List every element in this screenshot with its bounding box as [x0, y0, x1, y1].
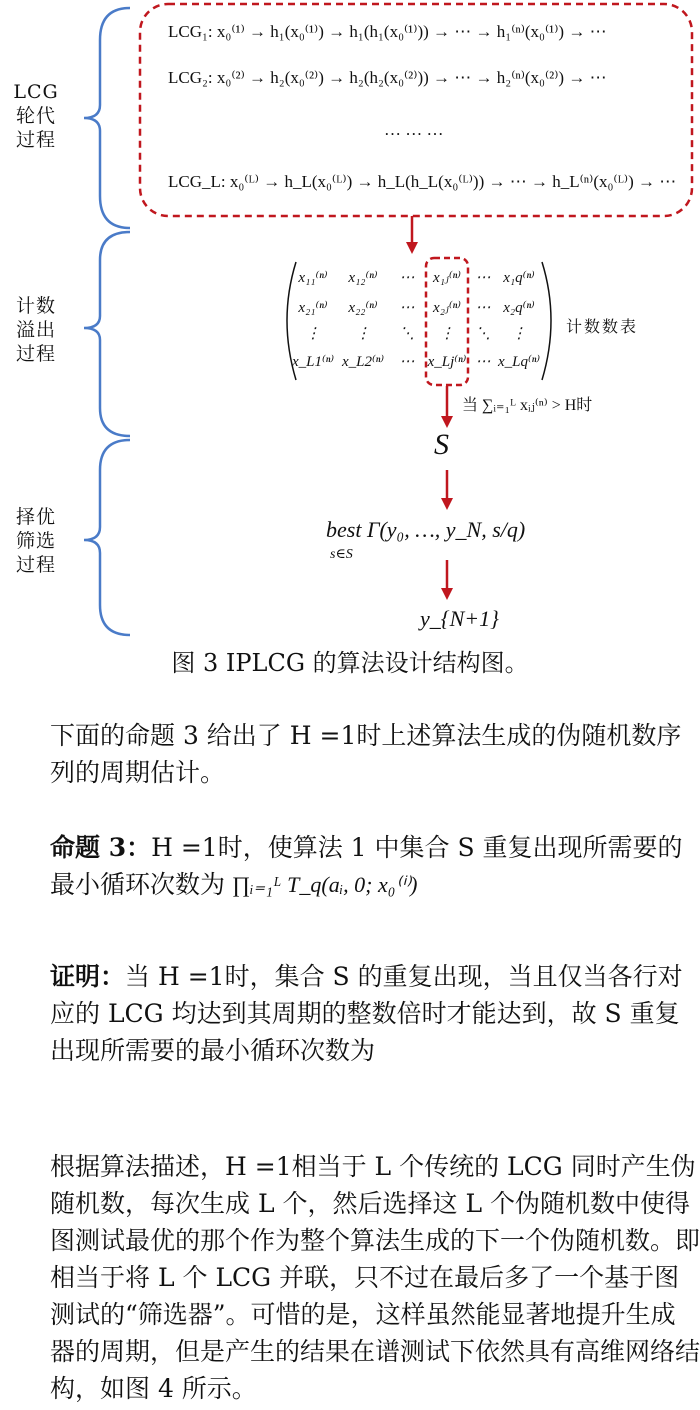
stage-label-line: 轮代 [15, 105, 56, 127]
matrix-cell: ⋮ [355, 326, 371, 342]
count-table-label: 计数数表 [566, 317, 639, 336]
lcg-row-1: LCG₁: x₀⁽¹⁾ → h₁(x₀⁽¹⁾) → h₁(h₁(x₀⁽¹⁾)) → ⋯ → h₁⁽ⁿ⁾(x₀⁽¹⁾) → ⋯ [168, 22, 607, 41]
matrix-cell: x₂ⱼ⁽ⁿ⁾ [433, 300, 461, 316]
brace-lcg [84, 8, 130, 228]
matrix-cell: ⋯ [475, 354, 491, 370]
matrix-cell: ⋯ [475, 270, 491, 286]
paragraph-2: 根据算法描述，H =1相当于 L 个传统的 LCG 同时产生伪随机数，每次生成 L 个，然后选择这 L 个伪随机数中使得图测试最优的那个作为整个算法生成的下一个伪随机数。即相当于将 L 个 LCG 并联，只不过在最后多了一个基于图测试的“筛选器”。可惜的是，这样虽然能显著地提升生成器的周期，但是产生的结果在谱测试下依然具有高维网络结构，如图 4 所示。 [50, 1152, 700, 1403]
stage-label-line: LCG [13, 81, 59, 103]
matrix-cell: ⋯ [475, 300, 491, 316]
matrix-cell: x_L2⁽ⁿ⁾ [341, 354, 385, 370]
set-s: S [434, 428, 449, 461]
matrix-cell: ⋱ [475, 326, 491, 342]
proposition-text: H =1时，使算法 1 中集合 S 重复出现所需要的最小循环次数为 [50, 833, 683, 899]
paragraph-1: 下面的命题 3 给出了 H =1时上述算法生成的伪随机数序列的周期估计。 [50, 721, 682, 787]
matrix-cell: x₂₁⁽ⁿ⁾ [298, 300, 328, 316]
stage-label-line: 计数 [15, 295, 56, 317]
proposition-formula: ∏ᵢ₌₁ᴸ T_q(aᵢ, 0; x₀⁽ⁱ⁾) [232, 872, 418, 897]
stage-label-line: 择优 [15, 506, 56, 528]
matrix-cell: x_Lq⁽ⁿ⁾ [497, 354, 541, 370]
brace-select [84, 440, 130, 635]
arrowhead-4 [441, 588, 453, 600]
matrix-cell: x_L1⁽ⁿ⁾ [291, 354, 335, 370]
matrix-cell: x₁q⁽ⁿ⁾ [503, 270, 535, 286]
matrix-cell: ⋮ [439, 326, 455, 342]
arrowhead-1 [406, 242, 418, 254]
best-formula: best Γ(y₀, …, y_N, s/q) [326, 517, 526, 542]
matrix-cell: ⋮ [305, 326, 321, 342]
matrix-cell: x₂₂⁽ⁿ⁾ [348, 300, 378, 316]
matrix-cell: ⋱ [399, 326, 415, 342]
lcg-row-ellipsis: … … … [384, 120, 444, 139]
output-y: y_{N+1} [420, 606, 499, 631]
overflow-condition: 当 ∑ᵢ₌₁ᴸ xᵢⱼ⁽ⁿ⁾ > H时 [462, 397, 593, 414]
lcg-row-2: LCG₂: x₀⁽²⁾ → h₂(x₀⁽²⁾) → h₂(h₂(x₀⁽²⁾)) → ⋯ → h₂⁽ⁿ⁾(x₀⁽²⁾) → ⋯ [168, 68, 607, 87]
matrix-cell: ⋯ [399, 270, 415, 286]
arrowhead-3 [441, 498, 453, 510]
matrix-cell: ⋮ [511, 326, 527, 342]
matrix-right-paren [542, 262, 551, 380]
matrix-cell: x₁₁⁽ⁿ⁾ [298, 270, 328, 286]
arrowhead-2 [441, 416, 453, 428]
stage-label-line: 过程 [15, 129, 56, 151]
best-subscript: s∈S [330, 547, 353, 562]
stage-label-count [0, 294, 72, 366]
matrix-cell: x₂q⁽ⁿ⁾ [503, 300, 535, 316]
best-expression [326, 517, 525, 543]
matrix-cell: x₁₂⁽ⁿ⁾ [348, 270, 378, 286]
proof-label: 证明： [50, 962, 126, 991]
proof-text: 当 H =1时，集合 S 的重复出现，当且仅当各行对应的 LCG 均达到其周期的整数倍时才能达到，故 S 重复出现所需要的最小循环次数为 [50, 962, 683, 1065]
proof [0, 958, 700, 1069]
stage-label-line: 筛选 [15, 530, 56, 552]
proposition-label: 命题 3： [50, 833, 152, 862]
stage-label-line: 过程 [15, 343, 56, 365]
matrix-cell: x₁ⱼ⁽ⁿ⁾ [433, 270, 461, 286]
matrix-cell: ⋯ [399, 354, 415, 370]
brace-count [84, 232, 130, 436]
matrix-cell: x_Lj⁽ⁿ⁾ [427, 354, 467, 370]
stage-label-lcg [0, 80, 72, 152]
stage-label-line: 过程 [15, 554, 56, 576]
stage-label-line: 溢出 [15, 319, 56, 341]
matrix-cell: ⋯ [399, 300, 415, 316]
stage-label-select [0, 505, 72, 577]
figure-caption: 图 3 IPLCG 的算法设计结构图。 [171, 649, 529, 677]
lcg-row-L: LCG_L: x₀⁽ᴸ⁾ → h_L(x₀⁽ᴸ⁾) → h_L(h_L(x₀⁽ᴸ⁾)) → ⋯ → h_L⁽ⁿ⁾(x₀⁽ᴸ⁾) → ⋯ [168, 172, 677, 191]
